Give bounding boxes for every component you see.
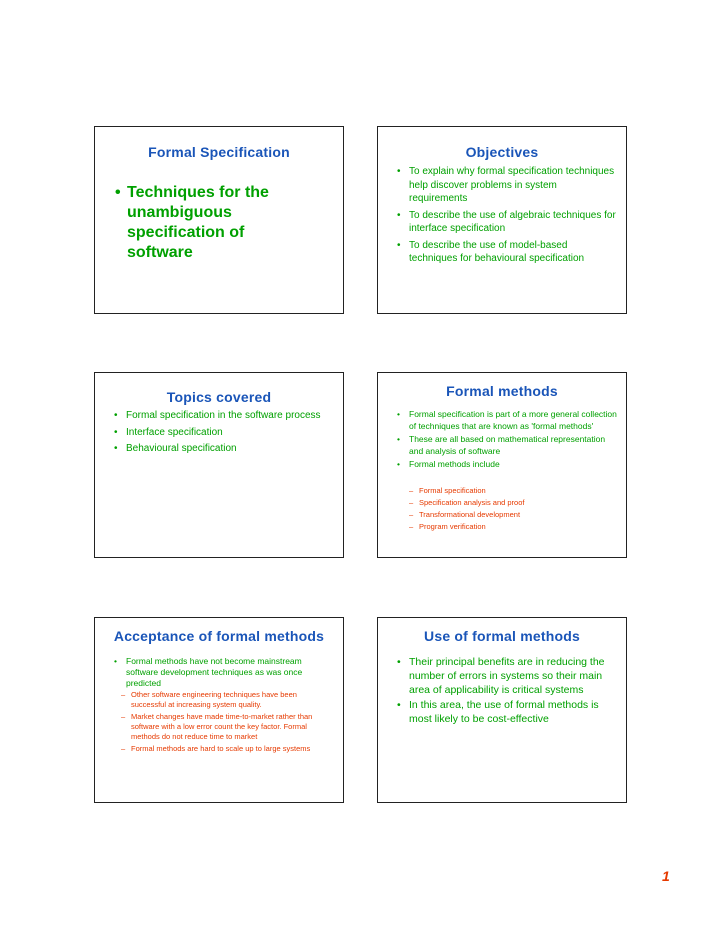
slide-formal-specification	[94, 126, 344, 314]
bullet-item: • Formal methods have not become mainstream software development techniques as was once predicted	[114, 656, 329, 689]
slide-title: Formal Specification	[148, 144, 290, 160]
slide-formal-methods	[377, 372, 627, 558]
sub-list	[121, 690, 321, 754]
bullet-item: • Formal specification in the software process	[114, 409, 329, 423]
bullet-item: • To describe the use of algebraic techniques for interface specification	[397, 209, 617, 236]
bullet-list	[115, 183, 305, 263]
slide-use-of-formal-methods	[377, 617, 627, 803]
slide-title: Acceptance of formal methods	[113, 628, 325, 644]
page-number: 1	[662, 868, 670, 884]
bullet-item: • To describe the use of model-based techniques for behavioural specification	[397, 239, 617, 266]
bullet-item: • Techniques for the unambiguous specification of software	[115, 183, 305, 263]
bullet-item: • Their principal benefits are in reducing the number of errors in systems so their main area of applicability is critical systems	[397, 655, 615, 697]
sub-item: – Specification analysis and proof	[409, 497, 614, 509]
bullet-list	[114, 409, 329, 456]
bullet-item: • These are all based on mathematical representation and analysis of software	[397, 434, 619, 457]
bullet-list	[397, 409, 619, 471]
slide-title: Formal methods	[446, 383, 558, 399]
slide-topics-covered	[94, 372, 344, 558]
bullet-item: • In this area, the use of formal methods is most likely to be cost-effective	[397, 698, 615, 726]
sub-item: – Transformational development	[409, 509, 614, 521]
sub-item: – Formal methods are hard to scale up to large systems	[121, 744, 321, 754]
sub-item: – Other software engineering techniques have been successful at increasing system quality.	[121, 690, 321, 710]
bullet-list	[397, 655, 615, 726]
bullet-item: • Interface specification	[114, 426, 329, 440]
sub-item: – Program verification	[409, 521, 614, 533]
bullet-item: • Behavioural specification	[114, 442, 329, 456]
bullet-list	[397, 165, 617, 266]
slide-objectives	[377, 126, 627, 314]
bullet-list	[114, 656, 329, 689]
bullet-item: • Formal methods include	[397, 459, 619, 471]
slide-acceptance-of-formal-methods	[94, 617, 344, 803]
slide-title: Topics covered	[166, 389, 272, 405]
slide-title: Use of formal methods	[424, 628, 580, 644]
sub-item: – Market changes have made time-to-market rather than software with a low error count the key factor. Formal methods do not reduce time to market	[121, 712, 321, 742]
bullet-item: • To explain why formal specification techniques help discover problems in system requirements	[397, 165, 617, 206]
slide-title: Objectives	[465, 144, 539, 160]
sub-item: – Formal specification	[409, 485, 614, 497]
bullet-item: • Formal specification is part of a more general collection of techniques that are known as 'formal methods'	[397, 409, 619, 432]
sub-list	[409, 485, 614, 533]
